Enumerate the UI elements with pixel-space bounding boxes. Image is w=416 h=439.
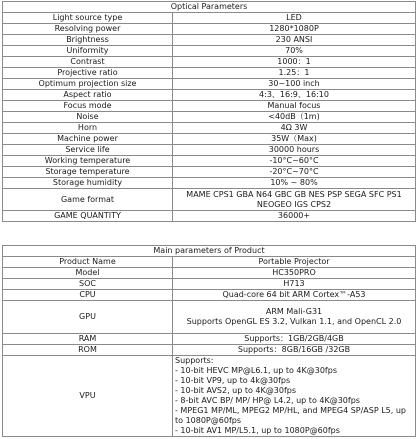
param-value: 4Ω 3W <box>173 123 416 134</box>
param-name: ROM <box>3 345 173 356</box>
param-value: 1000：1 <box>173 57 416 68</box>
param-value: 230 ANSI <box>173 35 416 46</box>
param-name: Service life <box>3 145 173 156</box>
value-line: ARM Mali-G31 <box>265 307 323 316</box>
param-value: Supports：1GB/2GB/4GB <box>173 334 416 345</box>
param-value <box>173 356 416 437</box>
param-value: 1280*1080P <box>173 24 416 35</box>
param-name: Light source type <box>3 13 173 24</box>
value-line: - 10-bit HEVC MP@L6.1, up to 4K@30fps <box>175 366 337 375</box>
param-value <box>173 301 416 334</box>
table-row <box>3 301 416 334</box>
value-line: Supports: <box>175 356 214 365</box>
value-line: - 10-bit AV1 MP/L5.1, up to 1080P@60fps <box>175 426 340 435</box>
param-value: -20°C~70°C <box>173 167 416 178</box>
param-name: Focus mode <box>3 101 173 112</box>
param-value: 10% ~ 80% <box>173 178 416 189</box>
table-row <box>3 90 416 101</box>
param-name: Model <box>3 268 173 279</box>
table-row <box>3 156 416 167</box>
param-name: GPU <box>3 301 173 334</box>
table-row <box>3 211 416 222</box>
table-row <box>3 101 416 112</box>
param-name: Contrast <box>3 57 173 68</box>
param-value: 70% <box>173 46 416 57</box>
param-name: Machine power <box>3 134 173 145</box>
param-value: 36000+ <box>173 211 416 222</box>
param-name: Noise <box>3 112 173 123</box>
table-row <box>3 334 416 345</box>
product-parameters-table <box>2 245 416 437</box>
table-row <box>3 268 416 279</box>
param-value: Quad-core 64 bit ARM Cortex™-A53 <box>173 290 416 301</box>
table-row <box>3 46 416 57</box>
param-name: Uniformity <box>3 46 173 57</box>
table-row <box>3 35 416 46</box>
table-row <box>3 178 416 189</box>
param-value: <40dB（1m) <box>173 112 416 123</box>
param-value: Manual focus <box>173 101 416 112</box>
optical-parameters-title: Optical Parameters <box>3 2 416 13</box>
table-row <box>3 24 416 35</box>
param-value: HC350PRO <box>173 268 416 279</box>
table-row <box>3 167 416 178</box>
param-name: Working temperature <box>3 156 173 167</box>
value-line: Supports OpenGL ES 3.2, Vulkan 1.1, and OpenCL 2.0 <box>186 317 402 326</box>
param-name: Aspect ratio <box>3 90 173 101</box>
value-line: - 8-bit AVC BP/ MP/ HP@ L4.2, up to 4K@30fps <box>175 396 360 405</box>
param-name: RAM <box>3 334 173 345</box>
table-row <box>3 13 416 24</box>
param-value: 1.25：1 <box>173 68 416 79</box>
product-parameters-title: Main parameters of Product <box>3 246 416 257</box>
param-value: Portable Projector <box>173 257 416 268</box>
table-row <box>3 356 416 437</box>
param-value: Supports：8GB/16GB /32GB <box>173 345 416 356</box>
table-row <box>3 279 416 290</box>
param-value: H713 <box>173 279 416 290</box>
param-name: Product Name <box>3 257 173 268</box>
table-row <box>3 257 416 268</box>
param-name: Game format <box>3 189 173 211</box>
param-name: Resolving power <box>3 24 173 35</box>
value-line: - 10-bit VP9, up to 4k@30fps <box>175 376 291 385</box>
param-name: Brightness <box>3 35 173 46</box>
param-name: Optimum projection size <box>3 79 173 90</box>
param-name: Horn <box>3 123 173 134</box>
param-value: MAME CPS1 GBA N64 GBC GB NES PSP SEGA SFC PS1 NEOGEO IGS CPS2 <box>173 189 416 211</box>
table-row <box>3 123 416 134</box>
param-value: LED <box>173 13 416 24</box>
table-row <box>3 79 416 90</box>
table-row <box>3 290 416 301</box>
table-row <box>3 112 416 123</box>
table-row <box>3 145 416 156</box>
param-value: 35W（Max) <box>173 134 416 145</box>
param-name: SOC <box>3 279 173 290</box>
param-name: Storage humidity <box>3 178 173 189</box>
value-line: - MPEG1 MP/ML, MPEG2 MP/HL, and MPEG4 SP/ASP L5, up to 1080P@60fps <box>175 406 407 425</box>
param-name: CPU <box>3 290 173 301</box>
table-row <box>3 189 416 211</box>
param-value: 30000 hours <box>173 145 416 156</box>
table-row <box>3 57 416 68</box>
param-name: Storage temperature <box>3 167 173 178</box>
table-row <box>3 345 416 356</box>
param-value: 4:3、16:9、16:10 <box>173 90 416 101</box>
table-row <box>3 134 416 145</box>
param-name: GAME QUANTITY <box>3 211 173 222</box>
param-name: VPU <box>3 356 173 437</box>
optical-parameters-table <box>2 1 416 222</box>
table-row <box>3 68 416 79</box>
value-line: - 10-bit AVS2, up to 4K@30fps <box>175 386 297 395</box>
param-value: -10°C~60°C <box>173 156 416 167</box>
param-value: 30~100 inch <box>173 79 416 90</box>
param-name: Projective ratio <box>3 68 173 79</box>
